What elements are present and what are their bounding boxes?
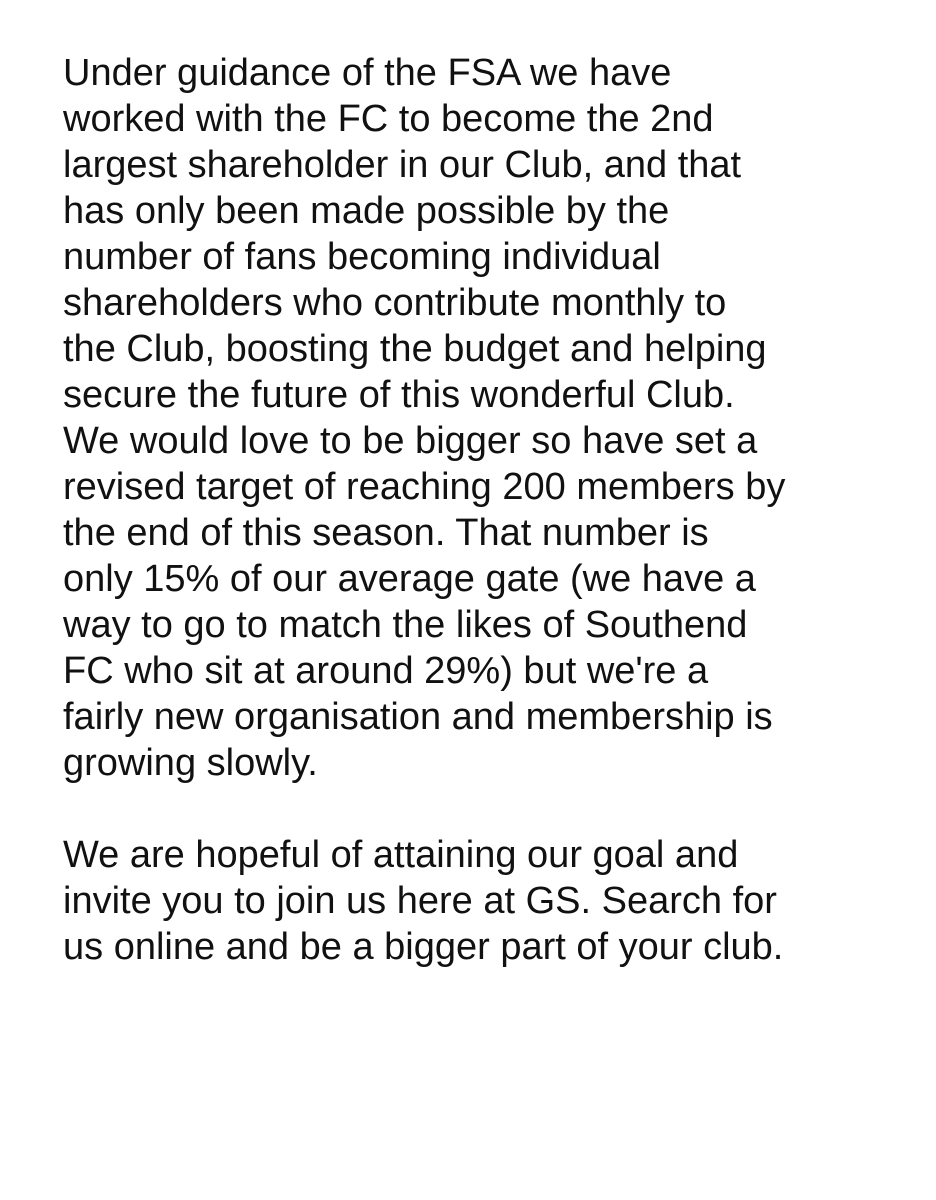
- paragraph-2: [63, 832, 883, 970]
- text-line: revised target of reaching 200 members by: [63, 466, 786, 508]
- text-line: only 15% of our average gate (we have a: [63, 558, 756, 600]
- text-line: largest shareholder in our Club, and that: [63, 144, 742, 186]
- text-line: us online and be a bigger part of your club.: [63, 926, 784, 968]
- text-line: shareholders who contribute monthly to: [63, 282, 727, 324]
- text-line: fairly new organisation and membership is: [63, 696, 773, 738]
- text-line: We are hopeful of attaining our goal and: [63, 834, 739, 876]
- text-line: worked with the FC to become the 2nd: [63, 98, 714, 140]
- text-line: FC who sit at around 29%) but we're a: [63, 650, 709, 692]
- document-body: [63, 50, 883, 970]
- paragraph-1: [63, 50, 883, 786]
- text-line: secure the future of this wonderful Club.: [63, 374, 735, 416]
- text-line: the Club, boosting the budget and helping: [63, 328, 767, 370]
- text-line: has only been made possible by the: [63, 190, 670, 232]
- text-line: We would love to be bigger so have set a: [63, 420, 758, 462]
- text-line: way to go to match the likes of Southend: [63, 604, 748, 646]
- text-line: Under guidance of the FSA we have: [63, 52, 672, 94]
- text-line: the end of this season. That number is: [63, 512, 709, 554]
- text-line: invite you to join us here at GS. Search for: [63, 880, 777, 922]
- text-line: number of fans becoming individual: [63, 236, 661, 278]
- text-line: growing slowly.: [63, 742, 318, 784]
